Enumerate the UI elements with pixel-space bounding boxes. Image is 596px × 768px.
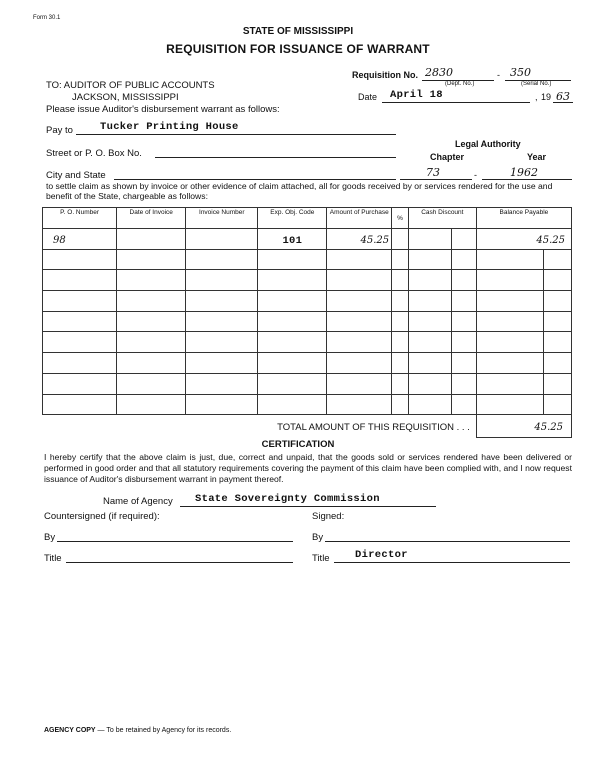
table-row (43, 311, 572, 332)
agency-label: Name of Agency (103, 496, 173, 507)
addressee-line1: TO: AUDITOR OF PUBLIC ACCOUNTS (46, 80, 215, 91)
by-label-left: By (44, 532, 56, 543)
exp-code-value: 101 (282, 234, 303, 247)
year-prefix: 19 (541, 92, 552, 102)
serial-no-caption: (Serial No.) (521, 81, 552, 87)
table-row (43, 291, 572, 312)
year-label: Year (527, 152, 547, 162)
dept-no-caption: (Dept. No.) (445, 81, 475, 87)
title-value: Director (355, 549, 408, 561)
dept-number: 2830 (425, 66, 453, 79)
header-percent: % (392, 208, 409, 229)
claim-table (42, 207, 572, 438)
balance-value: 45.25 (536, 234, 565, 246)
po-number-value: 98 (53, 234, 66, 246)
legal-authority-label: Legal Authority (455, 139, 521, 149)
total-label: TOTAL AMOUNT OF THIS REQUISITION . . . (277, 422, 470, 434)
table-row (43, 332, 572, 353)
form-number: Form 30.1 (33, 15, 61, 21)
certification-heading: CERTIFICATION (261, 439, 335, 450)
requisition-label: Requisition No. (352, 70, 418, 80)
settle-text: to settle claim as shown by invoice or other evidence of claim attached, all for goods received by or services rendered for the use and benefit of the State, chargeable as follows: (46, 181, 553, 201)
year-value: 63 (556, 90, 570, 103)
table-row (43, 249, 572, 270)
header-invoice-number: Invoice Number (186, 208, 258, 229)
addressee-line2: JACKSON, MISSISSIPPI (72, 92, 179, 103)
table-row (43, 394, 572, 415)
footer-note (44, 727, 231, 734)
chapter-label: Chapter (430, 152, 465, 162)
serial-number: 350 (510, 66, 531, 79)
header-cash-discount: Cash Discount (408, 208, 476, 229)
table-row (43, 270, 572, 291)
signed-label: Signed: (312, 511, 345, 522)
table-row (43, 373, 572, 394)
total-value: 45.25 (534, 421, 563, 433)
table-row (43, 229, 572, 250)
by-label-right: By (312, 532, 324, 543)
year-value-legal: 1962 (510, 166, 538, 179)
footer-bold: AGENCY COPY (44, 727, 96, 734)
table-row (43, 353, 572, 374)
date-label: Date (358, 92, 378, 102)
total-row (43, 415, 572, 438)
header-exp-obj-code: Exp. Obj. Code (258, 208, 327, 229)
title-label-left: Title (44, 553, 62, 564)
form-title: REQUISITION FOR ISSUANCE OF WARRANT (166, 42, 430, 56)
header-balance-payable: Balance Payable (476, 208, 571, 229)
title-label-right: Title (312, 553, 330, 564)
pay-to-label: Pay to (46, 125, 73, 136)
chapter-value: 73 (426, 166, 440, 179)
date-value: April 18 (390, 89, 443, 101)
pay-to-value: Tucker Printing House (100, 121, 239, 133)
city-label: City and State (46, 170, 106, 181)
agency-value: State Sovereignty Commission (195, 493, 380, 505)
header-po-number: P. O. Number (43, 208, 117, 229)
header-amount-of-purchase: Amount of Purchase (327, 208, 392, 229)
state-title: STATE OF MISSISSIPPI (242, 26, 354, 37)
certification-text: I hereby certify that the above claim is just, due, correct and unpaid, that the goods sold or services rendered have been delivered or performed in good order and that all statutory requirements covering the payment of this claim have been complied with, and I now request issuance of Auditor's disbursement warrant in payment thereof. (44, 452, 572, 484)
amount-value: 45.25 (360, 234, 390, 246)
instruction-text: Please issue Auditor's disbursement warrant as follows: (46, 104, 280, 115)
footer-text: — To be retained by Agency for its records. (95, 727, 232, 734)
street-label: Street or P. O. Box No. (46, 148, 142, 159)
countersigned-label: Countersigned (if required): (44, 511, 160, 522)
header-date-of-invoice: Date of Invoice (117, 208, 186, 229)
